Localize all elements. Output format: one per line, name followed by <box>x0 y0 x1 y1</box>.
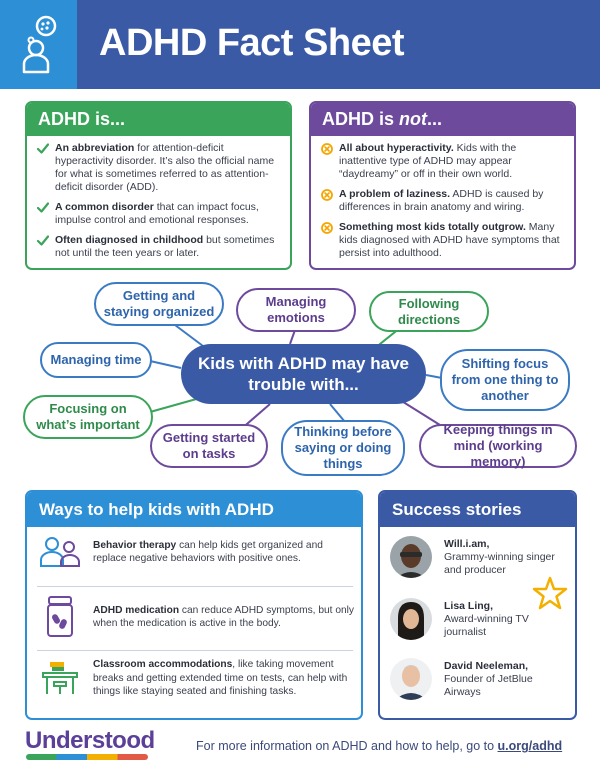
title-prefix: ADHD is <box>322 109 400 129</box>
story-row <box>390 536 570 578</box>
list-item-bold: All about hyperactivity. <box>339 142 454 154</box>
mindmap-center: Kids with ADHD may have trouble with... <box>181 344 426 404</box>
star-icon <box>532 576 568 610</box>
story-name: Will.i.am, <box>444 537 490 550</box>
bubble-shifting-focus: Shifting focus from one thing to another <box>440 349 570 411</box>
list-item <box>37 234 280 260</box>
avatar <box>390 658 432 700</box>
list-item-text: that can impact focus, impulse control and emotional responses. <box>55 201 259 226</box>
list-item-text: Kids with the inattentive type of ADHD may appear “daydreamy” or off in their own world. <box>339 142 517 180</box>
page-title: ADHD Fact Sheet <box>99 22 404 64</box>
story-name: Lisa Ling, <box>444 599 494 612</box>
x-circle-icon <box>321 189 333 201</box>
list-item-bold: A common disorder <box>55 201 154 213</box>
help-row-behavior-therapy <box>35 536 355 568</box>
story-text <box>432 538 570 577</box>
footer-link[interactable]: u.org/adhd <box>497 739 563 753</box>
trouble-mindmap <box>0 280 600 485</box>
header <box>0 0 600 89</box>
list-item-text: Many kids diagnosed with ADHD have symptoms that persist into adulthood. <box>339 221 560 259</box>
check-icon <box>37 202 49 213</box>
people-icon <box>35 536 85 568</box>
help-bold: Classroom accommodations <box>93 659 233 670</box>
bubble-managing-time: Managing time <box>40 342 152 378</box>
help-desc: can help kids get organized and replace negative behaviors with positive ones. <box>93 539 323 564</box>
list-item <box>321 142 564 181</box>
list-item <box>37 142 280 194</box>
title-suffix: ... <box>427 109 443 129</box>
bubble-working-memory: Keeping things in mind (working memory) <box>419 424 577 468</box>
bubble-getting-started: Getting started on tasks <box>150 424 268 468</box>
story-row <box>390 658 570 700</box>
bubble-following-directions: Following directions <box>369 291 489 332</box>
list-item-text: but sometimes not until the teen years or later. <box>55 234 275 259</box>
list-item-text: for attention-deficit hyperactivity disorder. It’s also the official name for what is sometimes referred to as attention-deficit disorder (ADD). <box>55 142 275 193</box>
header-icon-box <box>0 0 77 89</box>
head-thoughts-icon <box>18 14 60 74</box>
help-row-accommodations <box>35 658 355 699</box>
help-text <box>85 539 355 566</box>
help-row-medication <box>35 596 355 638</box>
bubble-focusing: Focusing on what’s important <box>23 395 153 439</box>
story-name: David Neeleman, <box>444 659 529 672</box>
bubble-getting-organized: Getting and staying organized <box>94 282 224 326</box>
title-emphasis: not <box>399 109 427 129</box>
help-desc: can reduce ADHD symptoms, but only when the medication is active in the body. <box>93 604 355 629</box>
help-text <box>85 604 355 631</box>
adhd-is-not-list <box>311 136 574 260</box>
check-icon <box>37 143 49 154</box>
x-circle-icon <box>321 143 333 155</box>
adhd-is-card <box>25 101 292 270</box>
avatar <box>390 536 432 578</box>
list-item-text: ADHD is caused by differences in brain anatomy and wiring. <box>339 188 544 213</box>
list-item <box>321 221 564 260</box>
adhd-is-not-card <box>309 101 576 270</box>
ways-title: Ways to help kids with ADHD <box>27 492 361 527</box>
logo-color-bar <box>26 754 148 760</box>
pill-bottle-icon <box>35 596 85 638</box>
adhd-is-list <box>27 136 290 260</box>
understood-logo[interactable]: Understood <box>25 727 155 754</box>
check-icon <box>37 235 49 246</box>
ways-to-help-card <box>25 490 363 720</box>
bubble-managing-emotions: Managing emotions <box>236 288 356 332</box>
x-circle-icon <box>321 222 333 234</box>
list-item-bold: An abbreviation <box>55 142 135 154</box>
classroom-desk-icon <box>35 660 85 696</box>
adhd-is-title: ADHD is... <box>27 103 290 136</box>
list-item <box>321 188 564 214</box>
help-desc: , like taking movement breaks and getting extended time on tests, can help with things like staying seated and finishing tasks. <box>93 659 348 697</box>
stories-title: Success stories <box>380 492 575 527</box>
avatar <box>390 598 432 640</box>
divider <box>37 586 353 587</box>
list-item-bold: Something most kids totally outgrow. <box>339 221 526 233</box>
story-text <box>432 660 570 699</box>
story-desc: Founder of JetBlue Airways <box>444 672 533 698</box>
footer-text <box>196 739 562 753</box>
footer-info: For more information on ADHD and how to help, go to <box>196 739 498 753</box>
list-item-bold: A problem of laziness. <box>339 188 451 200</box>
help-bold: Behavior therapy <box>93 539 177 551</box>
divider <box>37 650 353 651</box>
help-text <box>85 658 355 699</box>
success-stories-card <box>378 490 577 720</box>
story-desc: Grammy-winning singer and producer <box>444 550 555 576</box>
list-item-bold: Often diagnosed in childhood <box>55 234 204 246</box>
list-item <box>37 201 280 227</box>
adhd-is-not-title <box>311 103 574 136</box>
help-bold: ADHD medication <box>93 604 180 616</box>
story-desc: Award-winning TV journalist <box>444 612 529 638</box>
bubble-thinking-before: Thinking before saying or doing things <box>281 420 405 476</box>
